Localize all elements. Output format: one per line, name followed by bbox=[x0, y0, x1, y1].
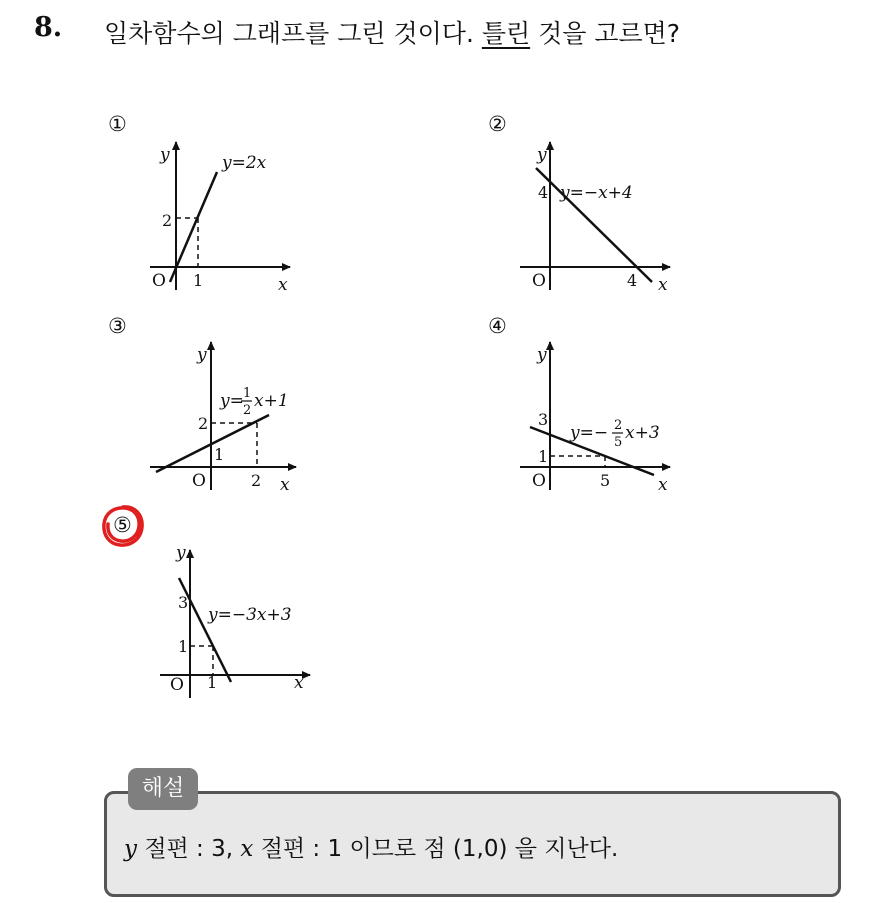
equation-rhs: x+1 bbox=[254, 391, 289, 411]
question-text-before: 일차함수의 그래프를 그린 것이다. bbox=[104, 19, 474, 48]
function-line bbox=[170, 172, 217, 282]
choice-4-graph bbox=[520, 330, 690, 500]
origin-label: O bbox=[532, 471, 546, 491]
choice-1-marker: ① bbox=[108, 112, 127, 136]
x-axis-label: x bbox=[294, 673, 304, 693]
y-tick-label: 4 bbox=[538, 183, 549, 202]
y-tick-label-secondary: 1 bbox=[178, 637, 189, 656]
choice-5-marker: ⑤ bbox=[113, 513, 132, 537]
fraction-numerator: 1 bbox=[243, 386, 252, 401]
question-number: 8. bbox=[34, 12, 63, 43]
x-axis-label: x bbox=[658, 275, 668, 295]
choice-5-graph bbox=[160, 538, 330, 708]
x-axis-label: x bbox=[658, 475, 668, 495]
x-tick-label: 4 bbox=[627, 271, 638, 290]
solution-part-2: 절편 : 1 이므로 점 (1,0) 을 지난다. bbox=[260, 836, 619, 862]
solution-text bbox=[124, 830, 618, 863]
x-tick-label: 5 bbox=[600, 471, 611, 490]
choice-2-graph bbox=[520, 130, 690, 300]
y-tick-label-secondary: 1 bbox=[538, 447, 549, 466]
x-tick-label: 1 bbox=[193, 271, 204, 290]
equation-label: y=−x+4 bbox=[560, 183, 633, 203]
y-axis-label: y bbox=[176, 543, 186, 563]
choice-3-marker: ③ bbox=[108, 314, 127, 338]
y-axis-label: y bbox=[537, 345, 547, 365]
solution-y-variable: y bbox=[124, 836, 137, 862]
equation-lhs: y= bbox=[220, 391, 244, 411]
solution-x-variable: x bbox=[240, 836, 254, 862]
y-intercept-label: 1 bbox=[214, 445, 225, 464]
origin-label: O bbox=[152, 271, 166, 291]
origin-label: O bbox=[192, 471, 206, 491]
x-tick-label: 1 bbox=[207, 673, 218, 692]
question-text bbox=[104, 14, 680, 50]
solution-label: 해설 bbox=[128, 768, 198, 810]
choice-1-graph bbox=[140, 130, 310, 300]
x-axis-label: x bbox=[280, 475, 290, 495]
x-tick-label: 2 bbox=[251, 471, 262, 490]
x-axis-label: x bbox=[278, 275, 288, 295]
fraction-denominator: 5 bbox=[614, 435, 623, 450]
origin-label: O bbox=[170, 675, 184, 695]
equation-label: y=−3x+3 bbox=[208, 605, 292, 625]
choice-4-marker: ④ bbox=[488, 314, 507, 338]
origin-label: O bbox=[532, 271, 546, 291]
y-tick-label: 3 bbox=[538, 410, 549, 429]
y-tick-label: 3 bbox=[178, 593, 189, 612]
y-axis-label: y bbox=[197, 345, 207, 365]
solution-part-1: 절편 : 3, bbox=[144, 836, 234, 862]
equation-rhs: x+3 bbox=[625, 423, 660, 443]
fraction-denominator: 2 bbox=[243, 403, 252, 418]
question-underlined-word: 틀린 bbox=[481, 19, 531, 48]
equation-label: y=2x bbox=[222, 153, 267, 173]
choice-3-graph bbox=[150, 330, 320, 500]
y-axis-label: y bbox=[537, 145, 547, 165]
y-tick-label: 2 bbox=[198, 414, 209, 433]
choice-2-marker: ② bbox=[488, 112, 507, 136]
question-text-after: 것을 고르면? bbox=[538, 19, 681, 48]
fraction-numerator: 2 bbox=[614, 418, 623, 433]
y-axis-label: y bbox=[160, 145, 170, 165]
y-tick-label: 2 bbox=[162, 211, 173, 230]
equation-lhs: y=− bbox=[570, 423, 609, 443]
